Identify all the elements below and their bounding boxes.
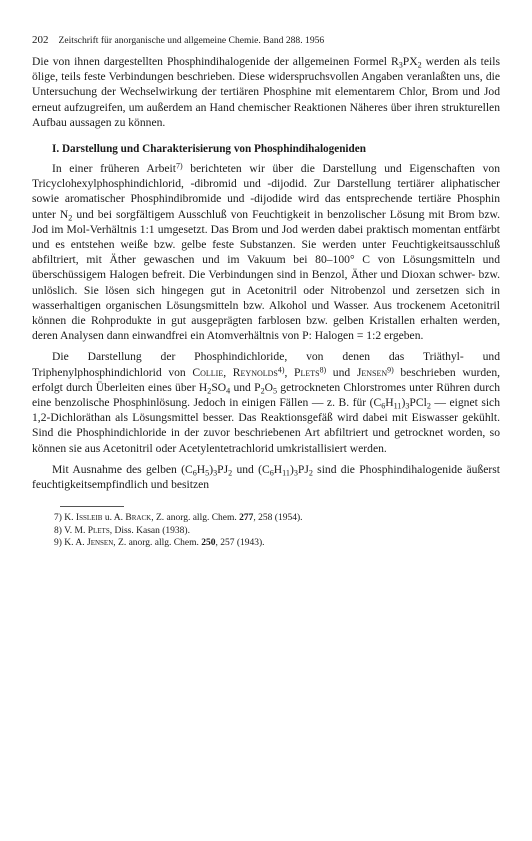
footnote-9: 9) K. A. Jensen, Z. anorg. allg. Chem. 250, 257 (1943). (54, 538, 265, 549)
intro-paragraph: Die von ihnen dargestellten Phosphindihalogenide der allgemeinen Formel $R_3PX_2$ werden als teils ölige, teils feste Verbindungen beschrieben. Diese widerspruchsvollen Angaben veranlaßten uns, die Untersuchung der Wechselwirkung der tertiären Phosphine mit elementarem Chlor, Brom und Jod erneut aufzugreifen, um außerdem an Hand chemischer Reaktionen Näheres über ihren strukturellen Aufbau aussagen zu können. (32, 55, 500, 129)
footnote-divider (60, 506, 124, 507)
journal-citation: Zeitschrift für anorganische und allgemeine Chemie. Band 288. 1956 (58, 35, 325, 46)
body-paragraph-2: Die Darstellung der Phosphindichloride, von denen das Triäthyl- und Triphenylphosphindichlorid von Collie, Reynolds$^{4)}$, Plets$^{8)}$ und Jensen$^{9)}$ beschrieben wurden, erfolgt durch Überleiten eines über $H_2SO_4$ und $P_2O_5$ getrockneten Chlorstromes unter Rühren durch eine benzolische Phosphinlösung. Jedoch in einigen Fällen — z. B. für $(C_6H_{11})_3PCl_2$ — eignet sich 1,2-Dichloräthan als Lösungsmittel besser. Das Reaktionsgefäß wird dabei mit Eiswasser gekühlt. Sind die Phosphindichloride in der zuvor beschriebenen Art abfiltriert und getrocknet worden, so können sie aus Acetonitril oder Acetylentetrachlorid umkristallisiert werden. (32, 350, 501, 455)
section-heading: I. Darstellung und Charakterisierung von Phosphindihalogeniden (52, 143, 366, 156)
running-head (32, 34, 500, 47)
footnote-ref: 9) (387, 365, 394, 375)
author-name: Plets (294, 365, 320, 379)
journal-page (32, 34, 500, 550)
author-name: Collie (192, 365, 224, 379)
author-name: Reynolds (232, 365, 278, 379)
footnote-ref: 8) (319, 365, 327, 375)
footnote-ref: 4) (277, 365, 285, 375)
footnote-8: 8) V. M. Plets, Diss. Kasan (1938). (54, 525, 190, 536)
footnote-ref: 7) (176, 161, 183, 171)
author-name: Jensen (356, 365, 388, 379)
body-paragraph-3: Mit Ausnahme des gelben $(C_6H_5)_3PJ_2$ und $(C_6H_{11})_3PJ_2$ sind die Phosphindihalogenide äußerst feuchtigkeitsempfindlich und besitzen (32, 462, 500, 492)
page-number: 202 (32, 34, 49, 46)
body-paragraph-1: In einer früheren Arbeit$^{7)}$ berichteten wir über die Darstellung und Eigenschaften von Tricyclohexylphosphindichlorid, -dibromid und -dijodid. Zur Darstellung tertiärer aliphatischer sowie aromatischer Phosphindibromide und -dijodide wird das entsprechende tertiäre Phosphin unter $N_2$ und bei sorgfältigem Ausschluß von Feuchtigkeit in benzolischer Lösung mit Brom bzw. Jod im Mol-Verhältnis 1:1 umgesetzt. Das Brom und Jod werden dabei praktisch momentan entfärbt und es entstehen weiße bzw. gelbe feste Substanzen. Sie werden unter Feuchtigkeitsausschluß abfiltriert, mit Äther gewaschen und im Vakuum bei 80–100° C von Lösungsmitteln und überschüssigem Halogen befreit. Die Verbindungen sind in Benzol, Äther und Dioxan schwer- bzw. unlöslich. Sie lösen sich hingegen gut in Acetonitril oder Nitrobenzol und zersetzen sich in wasserhaltigen organischen Lösungsmitteln bzw. Alkohol und Wasser. Aus trockenem Acetonitril können die Rohprodukte in gut ausgeprägten farblosen bzw. gelben Kristallen erhalten werden, deren Analysen dann einwandfrei ein Atomverhältnis von P: Halogen = 1:2 ergeben. (32, 161, 500, 343)
footnote-7: 7) K. Issleib u. A. Brack, Z. anorg. allg. Chem. 277, 258 (1954). (54, 513, 303, 524)
